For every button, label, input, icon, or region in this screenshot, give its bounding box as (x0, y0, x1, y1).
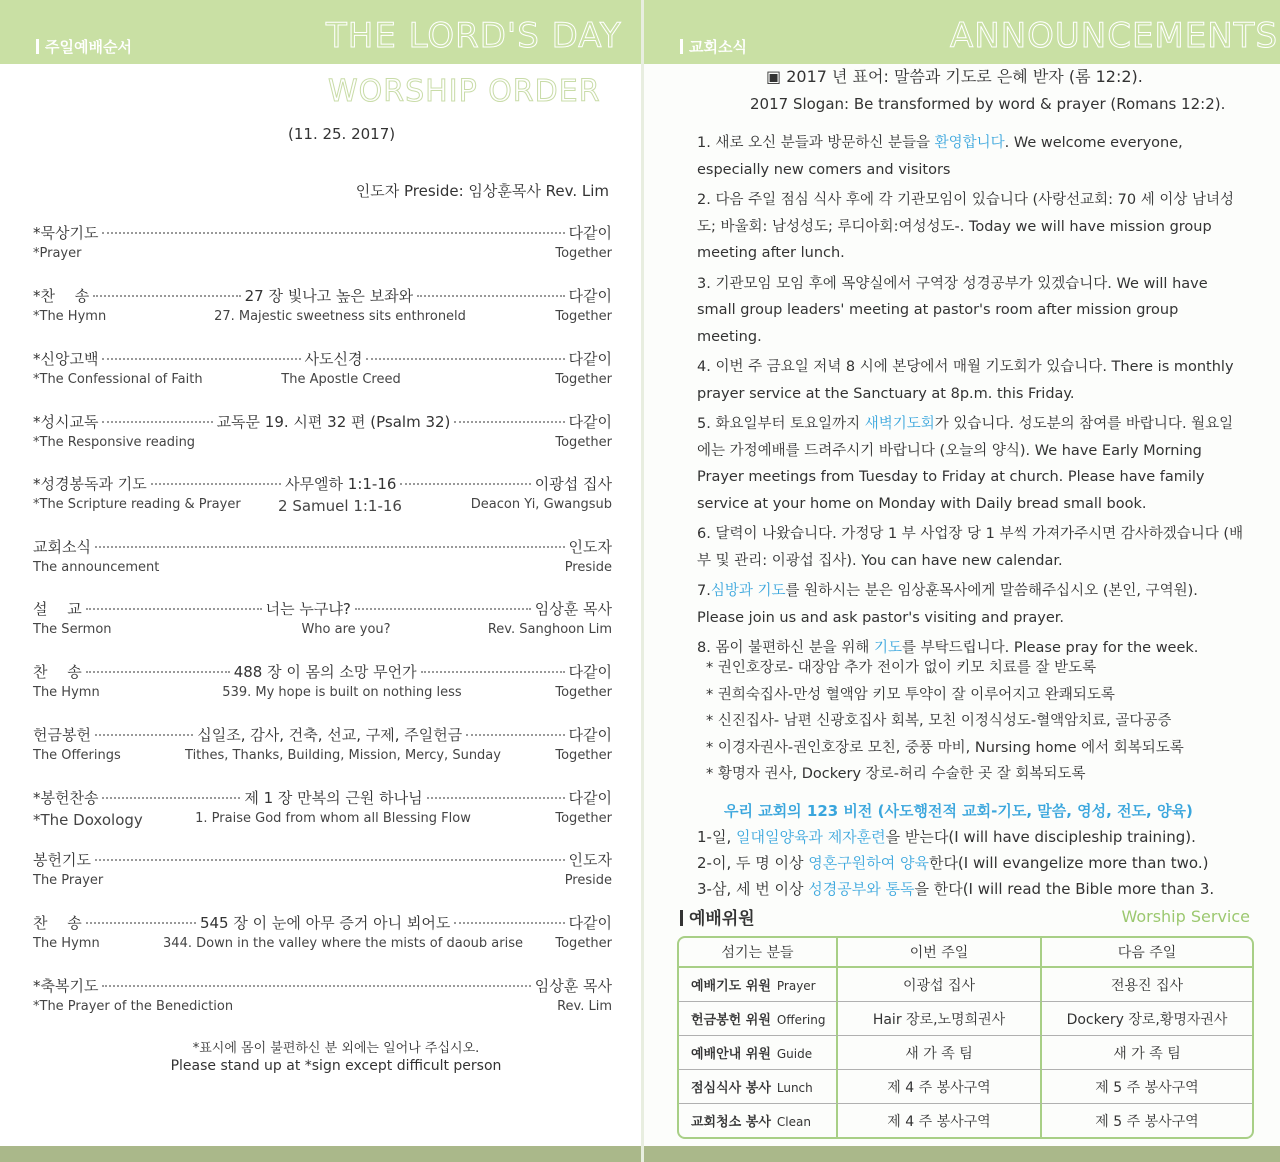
order-item-content-en: The Apostle Creed (281, 372, 401, 387)
slogan-english: 2017 Slogan: Be transformed by word & prayer (Romans 12:2). (750, 95, 1226, 113)
announcement-5: 5. 화요일부터 토요일까지 새벽기도회가 있습니다. 성도분의 참여를 바랍니다. 월요일에는 가정예배를 드려주시기 바랍니다 (오늘의 양식). We have Early Morning Prayer meetings from Tuesday to Friday at church. Please have family service at your home on Monday with Daily bread small book. (697, 416, 1234, 512)
this-week-cell: Hair 장로,노명희권사 (838, 1002, 1042, 1036)
leader-dots (151, 482, 281, 485)
banner-lords-day: THE LORD'S DAY (326, 16, 622, 56)
this-week-cell: 제 4 주 봉사구역 (838, 1104, 1042, 1137)
table-row (679, 1036, 1252, 1070)
role-cell (679, 1070, 838, 1104)
order-item-leader: 임상훈 목사 (534, 599, 612, 618)
announcement-2: 2. 다음 주일 점심 식사 후에 각 기관모임이 있습니다 (사랑선교회: 70 세 이상 남녀성도; 바울회: 남성성도; 루디아회:여성성도-. Today we will have mission group meeting after lunch. (697, 192, 1234, 261)
order-item-leader: 다같이 (568, 349, 613, 368)
section-label-announcements: 교회소식 (680, 36, 747, 57)
leader-dots (102, 231, 564, 234)
leader-dots (466, 733, 564, 736)
order-item-content-en: 2 Samuel 1:1-16 (278, 497, 402, 515)
leader-dots (355, 607, 531, 610)
order-item-label-en: *The Confessional of Faith (33, 372, 203, 387)
vision-list (697, 824, 1214, 902)
order-item-leader-en: Together (555, 435, 612, 450)
leader-dots (86, 670, 230, 673)
order-item-english (33, 370, 612, 390)
order-item-leader: 다같이 (568, 286, 612, 305)
next-week-cell: Dockery 장로,황명자권사 (1042, 1002, 1252, 1036)
order-item-english (33, 809, 612, 829)
role-name-en: Prayer (776, 979, 816, 993)
prayer-request: * 이경자권사-권인호장로 모친, 중풍 마비, Nursing home 에서 회복되도록 (706, 739, 1184, 756)
leader-dots (102, 984, 530, 987)
leader-dots (102, 420, 212, 423)
order-item-leader-en: Preside (564, 873, 612, 888)
leader-dots (421, 670, 565, 673)
role-name-en: Clean (776, 1115, 811, 1129)
order-item-content: 교독문 19. 시편 32 편 (Psalm 32) (216, 412, 451, 431)
role-name: 예배안내 위원 (691, 1047, 771, 1062)
order-item-content-en: 539. My hope is built on nothing less (222, 685, 462, 700)
order-item-label: *찬 송 (33, 286, 90, 305)
order-item-label-en: The Prayer (33, 873, 104, 888)
order-item-label-en: *The Responsive reading (33, 435, 196, 450)
order-item-label: *성경봉독과 기도 (33, 474, 147, 493)
announcements-panel (644, 0, 1280, 1162)
order-item-label: *축복기도 (33, 976, 99, 995)
order-item (33, 346, 612, 392)
order-item (33, 283, 612, 329)
order-item-label-en: The Sermon (33, 622, 112, 637)
announcement-7: 7.심방과 기도를 원하시는 분은 임상훈목사에게 말씀해주십시오 (본인, 구역원). Please join us and ask pastor's visiting and prayer. (697, 583, 1198, 626)
order-item-leader: 다같이 (568, 725, 612, 744)
table-row (679, 1002, 1252, 1036)
role-name: 헌금봉헌 위원 (691, 1013, 771, 1028)
order-item-english (33, 997, 612, 1017)
banner-announcements: ANNOUNCEMENTS (950, 16, 1279, 56)
order-item-english (33, 495, 612, 515)
order-item-label: 찬 송 (33, 662, 82, 681)
order-item-content-en: Tithes, Thanks, Building, Mission, Mercy, Sunday (185, 748, 501, 763)
order-item-leader: 다같이 (568, 412, 612, 431)
order-item-leader-en: Rev. Sanghoon Lim (487, 622, 612, 637)
prayer-request: * 권희숙집사-만성 혈액암 키모 투약이 잘 이루어지고 완쾌되도록 (706, 686, 1115, 703)
order-item-label: *성시교독 (33, 412, 99, 431)
order-item-content: 너는 누구냐? (265, 599, 351, 618)
order-item-english (33, 934, 612, 954)
order-item-english (33, 558, 612, 578)
order-item-label-en: The announcement (33, 560, 160, 575)
order-item-main (33, 471, 612, 495)
order-item-label-en: *The Hymn (33, 309, 107, 324)
worship-service-heading: 예배위원 (680, 904, 755, 929)
order-item-main (33, 973, 612, 997)
stand-note-en: Please stand up at *sign except difficult person (170, 1058, 502, 1074)
order-item-leader: 인도자 (568, 537, 612, 556)
left-bottom-bar (0, 1146, 642, 1162)
role-name: 점심식사 봉사 (691, 1081, 771, 1096)
order-item (33, 910, 612, 956)
order-item-main (33, 283, 612, 307)
order-item-content: 십일조, 감사, 건축, 선교, 구제, 주일헌금 (197, 725, 463, 744)
order-item-leader-en: Together (555, 936, 612, 951)
right-bottom-bar (644, 1146, 1280, 1162)
order-item-english (33, 244, 612, 264)
col-header-this-week: 이번 주일 (838, 938, 1042, 968)
section-label-worship: 주일예배순서 (36, 36, 132, 57)
leader-dots (95, 733, 193, 736)
order-item (33, 973, 612, 1019)
this-week-cell: 새 가 족 팀 (838, 1036, 1042, 1070)
order-item-english (33, 746, 612, 766)
announcement-list (697, 130, 1245, 666)
order-item-leader-en: Together (555, 246, 612, 261)
leader-dots (95, 858, 565, 861)
left-header-band (0, 0, 642, 64)
order-item-leader: 다같이 (568, 662, 612, 681)
col-header-servers: 섬기는 분들 (679, 938, 838, 968)
order-item-main (33, 409, 612, 433)
order-item-main (33, 659, 612, 683)
role-cell (679, 1002, 838, 1036)
order-item-leader-en: Together (555, 372, 612, 387)
order-item-label: *신앙고백 (33, 349, 99, 368)
vision-item-3: 3-삼, 세 번 이상 성경공부와 통독을 한다(I will read the Bible more than 3. (697, 880, 1215, 898)
order-item-main (33, 847, 612, 871)
order-item-leader: 이광섭 집사 (534, 474, 613, 493)
order-item-content: 27 장 빛나고 높은 보좌와 (244, 286, 414, 305)
next-week-cell: 제 5 주 봉사구역 (1042, 1070, 1252, 1104)
order-item-english (33, 433, 612, 453)
leader-dots (366, 357, 564, 360)
next-week-cell: 새 가 족 팀 (1042, 1036, 1252, 1070)
right-header-band (644, 0, 1280, 64)
leader-dots (95, 545, 565, 548)
order-item-leader-en: Together (555, 309, 612, 324)
order-item-main (33, 596, 612, 620)
order-item-main (33, 910, 612, 934)
order-item-main (33, 722, 612, 746)
announcement-3: 3. 기관모임 모임 후에 목양실에서 구역장 성경공부가 있겠습니다. We will have small group leaders' meeting at pastor's room after mission group meeting. (697, 275, 1208, 345)
order-item-label-en: *The Prayer of the Benediction (33, 999, 234, 1014)
order-item (33, 534, 612, 580)
leader-dots (427, 796, 565, 799)
order-item-leader-en: Rev. Lim (557, 999, 612, 1014)
table-row (679, 1070, 1252, 1104)
order-item-content-en: 1. Praise God from whom all Blessing Flow (195, 811, 471, 826)
vision-title: 우리 교회의 123 비전 (사도행전적 교회-기도, 말씀, 영성, 전도, 양육) (724, 802, 1193, 820)
order-item-content-en: 27. Majestic sweetness sits enthroneld (214, 309, 466, 324)
order-item-leader-en: Together (555, 811, 612, 826)
order-item-leader: 다같이 (568, 913, 612, 932)
table-row (679, 1104, 1252, 1137)
next-week-cell: 제 5 주 봉사구역 (1095, 1113, 1199, 1130)
leader-dots (400, 482, 530, 485)
order-item-label: *봉헌찬송 (33, 788, 99, 807)
order-item-label: *묵상기도 (33, 223, 99, 242)
order-item-main (33, 346, 612, 370)
stand-note-ko: *표시에 몸이 불편하신 분 외에는 일어나 주십시오. (192, 1041, 480, 1056)
order-item-main (33, 220, 612, 244)
role-name-en: Offering (776, 1013, 826, 1027)
order-item (33, 659, 612, 705)
prayer-request: * 권인호장로- 대장암 추가 전이가 없이 키모 치료를 잘 받도록 (706, 660, 1097, 676)
worship-service-table (677, 936, 1254, 1139)
order-item-english (33, 620, 612, 640)
role-cell (679, 968, 838, 1002)
leader-dots (454, 420, 564, 423)
order-item-label-en: The Hymn (33, 936, 100, 951)
leader-dots (86, 607, 262, 610)
table-body (679, 968, 1252, 1137)
order-item-english (33, 307, 612, 327)
leader-dots (454, 921, 564, 924)
role-cell (679, 1104, 838, 1137)
order-item-content: 488 장 이 몸의 소망 무언가 (233, 662, 417, 681)
role-name: 교회청소 봉사 (691, 1115, 771, 1130)
order-item-leader: 다같이 (568, 788, 612, 807)
order-item-english (33, 683, 612, 703)
order-item (33, 847, 612, 893)
order-item-label-en: *The Scripture reading & Prayer (33, 497, 241, 512)
role-name-en: Guide (776, 1047, 813, 1061)
announcement-6: 6. 달력이 나왔습니다. 가정당 1 부 사업장 당 1 부씩 가져가주시면 감사하겠습니다 (배부 및 관리: 이광섭 집사). You can have new calendar. (697, 526, 1244, 569)
preside-line: 인도자 Preside: 임상훈목사 Rev. Lim (355, 182, 609, 200)
col-header-next-week: 다음 주일 (1042, 938, 1252, 968)
service-date: (11. 25. 2017) (288, 125, 396, 143)
announcement-4: 4. 이번 주 금요일 저녁 8 시에 본당에서 매월 기도회가 있습니다. There is monthly prayer service at the Sanctuary at 8p.m. this Friday. (697, 359, 1234, 402)
prayer-request: * 황명자 권사, Dockery 장로-허리 수술한 곳 잘 회복되도록 (706, 766, 1086, 782)
order-item-main (33, 785, 612, 809)
leader-dots (93, 294, 240, 297)
worship-service-en-heading: Worship Service (1121, 907, 1250, 926)
order-item (33, 409, 612, 455)
order-item-leader-en: Together (555, 748, 612, 763)
leader-dots (417, 294, 564, 297)
table-row (679, 968, 1252, 1002)
order-item-label: 봉헌기도 (33, 850, 91, 869)
order-item-leader-en: Together (555, 685, 612, 700)
role-cell (679, 1036, 838, 1070)
next-week-cell: 전용진 집사 (1042, 968, 1252, 1002)
order-item-content: 사도신경 (304, 349, 363, 368)
order-item-leader-en: Deacon Yi, Gwangsub (470, 497, 612, 512)
order-item-label-en: The Hymn (33, 685, 100, 700)
order-item-content: 545 장 이 눈에 아무 증거 아니 뵈어도 (199, 913, 451, 932)
worship-order-title: WORSHIP ORDER (328, 74, 601, 109)
announcement-1: 1. 새로 오신 분들과 방문하신 분들을 환영합니다. We welcome everyone, especially new comers and visitors (697, 135, 1183, 178)
order-item-content: 사무엘하 1:1-16 (285, 474, 397, 493)
order-item (33, 596, 612, 642)
order-item-label-en: *Prayer (33, 246, 82, 261)
order-item-label: 설 교 (33, 599, 82, 618)
order-item-content: 제 1 장 만복의 근원 하나님 (244, 788, 423, 807)
leader-dots (86, 921, 196, 924)
slogan-korean: ▣ 2017 년 표어: 말씀과 기도로 은혜 받자 (롬 12:2). (766, 67, 1143, 86)
order-item-label-en: *The Doxology (33, 811, 143, 829)
order-item-content-en: Who are you? (301, 622, 391, 637)
leader-dots (102, 357, 300, 360)
leader-dots (102, 796, 240, 799)
this-week-cell: 제 4 주 봉사구역 (838, 1070, 1042, 1104)
prayer-request-list (706, 655, 1246, 788)
table-header-row (679, 938, 1252, 968)
order-item-english (33, 871, 612, 891)
role-name: 예배기도 위원 (691, 979, 771, 994)
order-item-leader-en: Preside (564, 560, 612, 575)
vision-item-1: 1-일, 일대일양육과 제자훈련을 받는다(I will have discipleship training). (697, 828, 1196, 846)
order-item-leader: 임상훈 목사 (534, 976, 612, 995)
order-item (33, 220, 612, 266)
announcement-8: 8. 몸이 불편하신 분을 위해 기도를 부탁드립니다. Please pray for the week. (697, 640, 1199, 656)
order-item-content-en: 344. Down in the valley where the mists of daoub arise (163, 936, 523, 951)
order-item-main (33, 534, 612, 558)
order-item-label: 헌금봉헌 (33, 725, 91, 744)
order-item (33, 722, 612, 768)
prayer-request: * 신진집사- 남편 신광호집사 회복, 모친 이정식성도-혈액암치료, 골다공증 (706, 713, 1172, 729)
vision-item-2: 2-이, 두 명 이상 영혼구원하여 양육한다(I will evangelize more than two.) (697, 854, 1209, 872)
this-week-cell: 이광섭 집사 (838, 968, 1042, 1002)
order-item-label-en: The Offerings (33, 748, 121, 763)
order-item (33, 785, 612, 831)
order-item (33, 471, 612, 517)
order-item-leader: 인도자 (568, 850, 612, 869)
order-item-leader: 다같이 (568, 223, 612, 242)
order-item-label: 찬 송 (33, 913, 82, 932)
role-name-en: Lunch (776, 1081, 813, 1095)
order-item-label: 교회소식 (33, 537, 91, 556)
